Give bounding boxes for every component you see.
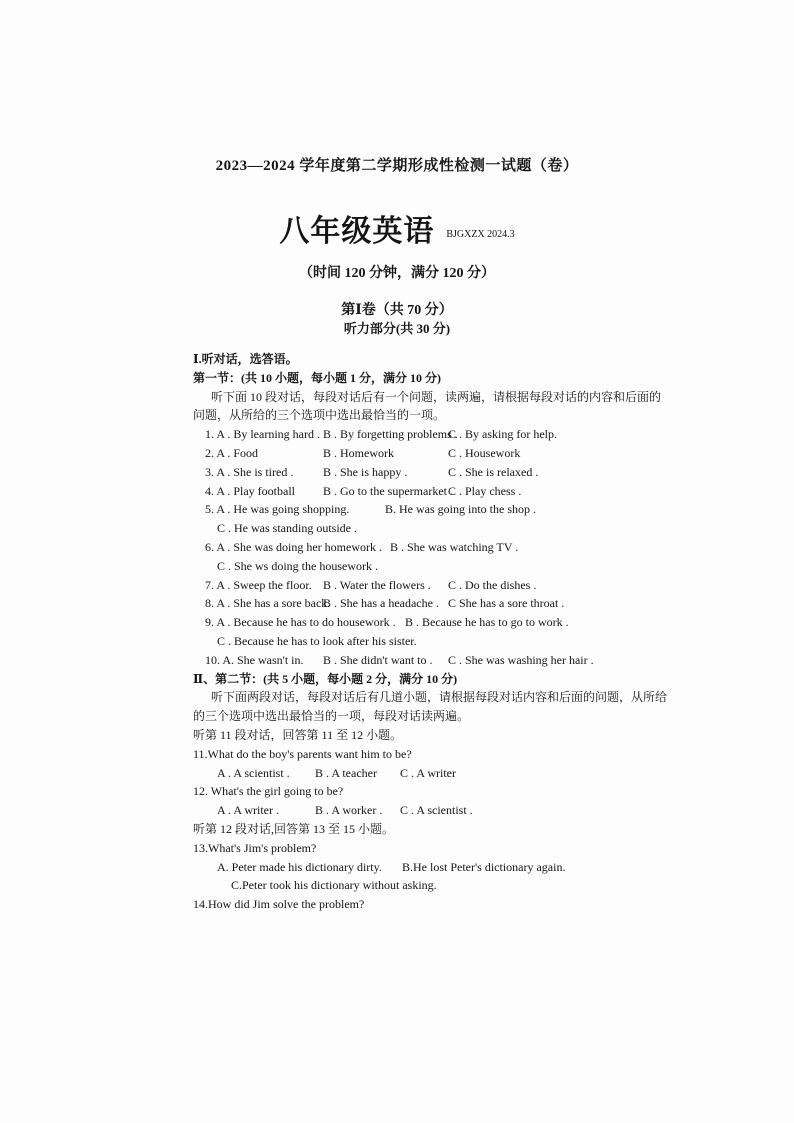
volume-heading: 第Ⅰ卷（共 70 分） <box>341 303 453 318</box>
q5-option-c: C . He was standing outside . <box>217 521 357 536</box>
question-5-cont <box>193 519 663 538</box>
question-12-options <box>193 801 663 820</box>
q7-option-a: 7. A . Sweep the floor. <box>205 577 312 592</box>
question-13-options <box>193 858 663 877</box>
section1-instruction: 听下面 10 段对话，每段对话后有一个问题，读两遍，请根据每段对话的内容和后面的 <box>211 389 662 404</box>
q5-option-a: 5. A . He was going shopping. <box>205 502 350 517</box>
q9-option-b: B . Because he has to go to work . <box>405 615 569 630</box>
q11-option-b: B . A teacher <box>315 765 377 780</box>
q2-option-b: B . Homework <box>323 445 394 460</box>
q10-option-c: C . She was washing her hair . <box>448 652 594 667</box>
q3-option-c: C . She is relaxed . <box>448 464 539 479</box>
q12-option-c: C . A scientist . <box>400 803 473 818</box>
question-1 <box>193 425 663 444</box>
q5-option-b: B. He was going into the shop . <box>385 502 536 517</box>
q8-option-b: B . She has a headache . <box>323 596 439 611</box>
part2-instruction: 听下面两段对话，每段对话后有几道小题，请根据每段对话内容和后面的问题，从所给 <box>211 690 668 705</box>
q10-option-a: 10. A. She wasn't in. <box>205 652 304 667</box>
subject-row <box>0 206 794 250</box>
part2-instruction-cont: 的三个选项中选出最恰当的一项，每段对话读两遍。 <box>193 709 470 724</box>
question-6 <box>193 538 663 557</box>
question-7 <box>193 576 663 595</box>
q10-option-b: B . She didn't want to . <box>323 652 433 667</box>
section1-heading: 第一节：(共 10 小题，每小题 1 分，满分 10 分) <box>193 370 441 385</box>
q13-option-a: A. Peter made his dictionary dirty. <box>217 859 382 874</box>
question-6-cont <box>193 557 663 576</box>
q8-option-c: C She has a sore throat . <box>448 596 565 611</box>
question-11-options <box>193 764 663 783</box>
q9-option-c: C . Because he has to look after his sister. <box>217 633 417 648</box>
dialog-12-note: 听第 12 段对话,回答第 13 至 15 小题。 <box>193 821 395 836</box>
q13-option-b: B.He lost Peter's dictionary again. <box>402 859 566 874</box>
q1-option-c: C . By asking for help. <box>448 427 557 442</box>
q13-option-c: C.Peter took his dictionary without asking. <box>231 878 437 893</box>
question-5 <box>193 500 663 519</box>
dialog-11-note: 听第 11 段对话，回答第 11 至 12 小题。 <box>193 727 403 742</box>
q4-option-c: C . Play chess . <box>448 483 522 498</box>
question-3 <box>193 463 663 482</box>
section1-instruction-cont: 问题，从所给的三个选项中选出最恰当的一项。 <box>193 408 446 423</box>
question-9 <box>193 613 663 632</box>
q9-option-a: 9. A . Because he has to do housework . <box>205 615 396 630</box>
exam-body <box>193 350 668 914</box>
q6-option-b: B . She was watching TV . <box>390 539 519 554</box>
listening-heading: 听力部分(共 30 分) <box>343 321 451 336</box>
q7-option-c: C . Do the dishes . <box>448 577 537 592</box>
part1-heading: Ⅰ.听对话，选答语。 <box>193 352 298 366</box>
q3-option-a: 3. A . She is tired . <box>205 464 294 479</box>
q1-option-b: B . By forgetting problems . <box>323 427 458 442</box>
q6-option-c: C . She ws doing the housework . <box>217 558 378 573</box>
q1-option-a: 1. A . By learning hard . <box>205 427 320 442</box>
q3-option-b: B . She is happy . <box>323 464 408 479</box>
question-13-stem: 13.What's Jim's problem? <box>193 840 317 855</box>
q8-option-a: 8. A . She has a sore back. <box>205 596 331 611</box>
subject-title: 八年级英语 <box>279 214 435 249</box>
exam-code: BJGXZX 2024.3 <box>446 229 515 240</box>
part2-heading: Ⅱ、第二节：(共 5 小题，每小题 2 分，满分 10 分) <box>193 671 458 686</box>
question-14-stem: 14.How did Jim solve the problem? <box>193 897 365 912</box>
question-11-stem: 11.What do the boy's parents want him to be? <box>193 746 412 761</box>
q2-option-a: 2. A . Food <box>205 445 259 460</box>
question-10 <box>193 651 663 670</box>
q11-option-a: A . A scientist . <box>217 765 290 780</box>
q12-option-a: A . A writer . <box>217 803 279 818</box>
q12-option-b: B . A worker . <box>315 803 383 818</box>
question-4 <box>193 482 663 501</box>
time-note: （时间 120 分钟，满分 120 分） <box>299 266 495 281</box>
q4-option-a: 4. A . Play football <box>205 483 295 498</box>
question-9-cont <box>193 632 663 651</box>
q11-option-c: C . A writer <box>400 765 456 780</box>
exam-title: 2023—2024 学年度第二学期形成性检测一试题（卷） <box>215 158 579 174</box>
q2-option-c: C . Housework <box>448 445 521 460</box>
question-12-stem: 12. What's the girl going to be? <box>193 784 344 799</box>
question-8 <box>193 594 663 613</box>
question-2 <box>193 444 663 463</box>
question-13-options-cont <box>193 876 663 895</box>
q6-option-a: 6. A . She was doing her homework . <box>205 539 382 554</box>
q7-option-b: B . Water the flowers . <box>323 577 431 592</box>
q4-option-b: B . Go to the supermarket . <box>323 483 453 498</box>
